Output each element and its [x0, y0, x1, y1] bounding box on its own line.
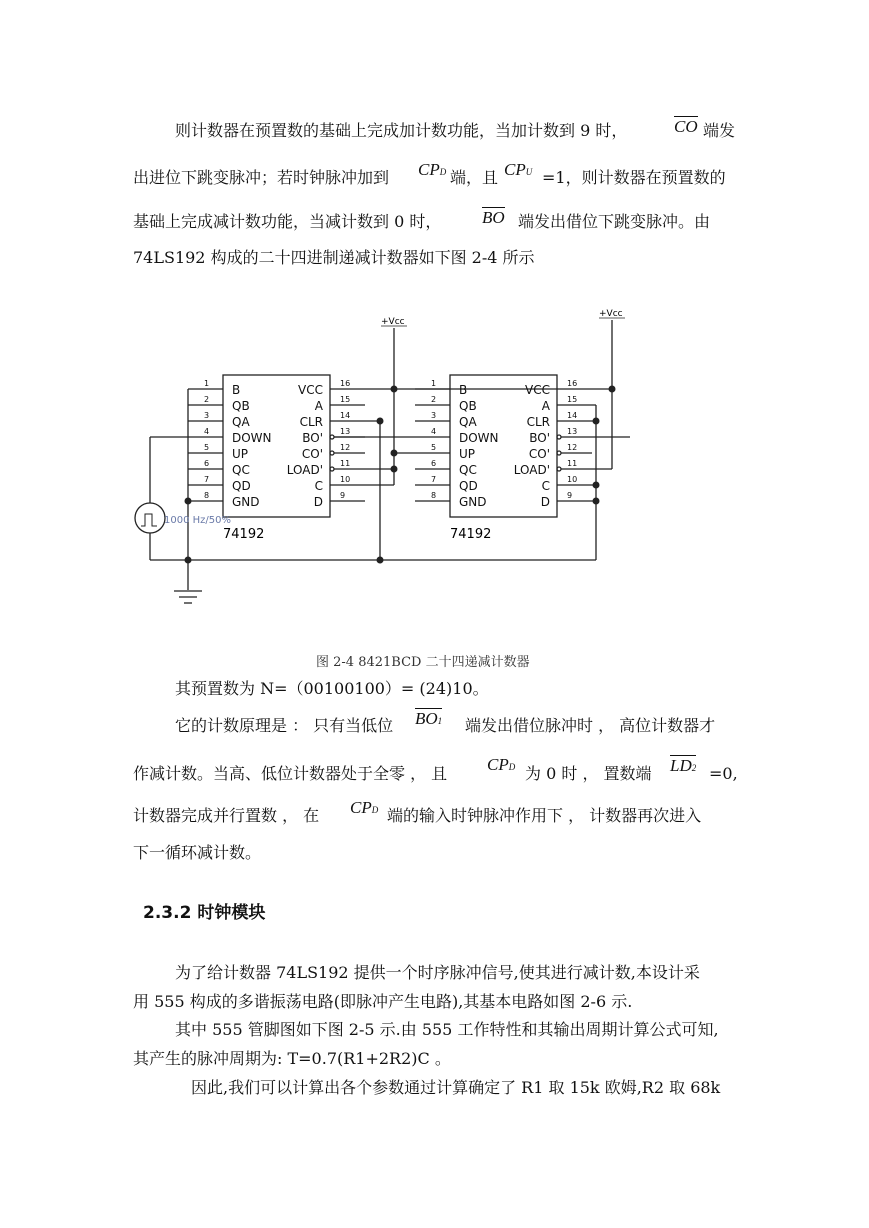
chip2-pin-up: UP: [459, 447, 476, 461]
chip1-pin-bo: BO': [302, 431, 323, 445]
chip2-num-16: 16: [567, 379, 578, 388]
chip2-num-9: 9: [567, 491, 573, 500]
bo1-symbol-sub: 1: [437, 716, 443, 726]
chip2-pin-d: D: [540, 495, 550, 509]
para2-line3a: 计数器完成并行置数 ， 在: [133, 806, 320, 825]
para1-line1-text: 则计数器在预置数的基础上完成加计数功能，当加计数到 9 时，: [175, 121, 628, 140]
chip2-num-4: 4: [431, 427, 437, 436]
chip1-pin-clr: CLR: [299, 415, 323, 429]
chip1-pin-qd: QD: [232, 479, 251, 493]
chip2-num-5: 5: [431, 443, 437, 452]
chip2-num-3: 3: [431, 411, 437, 420]
preset-line: 其预置数为 N=（00100100）= (24)10。: [175, 679, 489, 698]
chip1-num-7: 7: [204, 475, 210, 484]
chip1-pin-qb: QB: [232, 399, 250, 413]
chip2-num-11: 11: [567, 459, 578, 468]
chip2-pin-b: B: [459, 383, 468, 397]
bo1-symbol: [415, 708, 442, 729]
chip1-num-6: 6: [204, 459, 210, 468]
para3-line4: 其产生的脉冲周期为: T=0.7(R1+2R2)C 。: [133, 1049, 451, 1068]
para2-line1a: 它的计数原理是 ： 只有当低位: [175, 716, 394, 735]
chip1-num-16: 16: [340, 379, 351, 388]
chip2-name: 74192: [450, 527, 492, 542]
chip2-pin-load: LOAD': [513, 463, 550, 477]
chip1-pin-qa: QA: [232, 415, 250, 429]
chip1-pin-load: LOAD': [286, 463, 323, 477]
para1-line3b: 端发出借位下跳变脉冲。由: [518, 212, 711, 231]
clock-source-label: 1000 Hz/50%: [164, 515, 231, 526]
chip1-pin-c: C: [314, 479, 323, 493]
chip1-num-8: 8: [204, 491, 210, 500]
chip2-pin-c: C: [541, 479, 550, 493]
cpu-symbol-sub: U: [525, 167, 533, 177]
bo1-symbol-main: BO: [415, 709, 438, 728]
cpd-symbol-3-sub: D: [371, 805, 379, 815]
cpu-symbol-main: CP: [504, 160, 526, 179]
chip2-num-6: 6: [431, 459, 437, 468]
chip2-num-14: 14: [567, 411, 578, 420]
ld2-symbol: [670, 755, 696, 776]
chip1-num-3: 3: [204, 411, 210, 420]
cpd-symbol-3: [350, 798, 378, 818]
chip2-pin-a: A: [541, 399, 550, 413]
cpd-symbol-2-sub: D: [508, 762, 516, 772]
chip1-pin-qc: QC: [232, 463, 250, 477]
para3-line5: 因此,我们可以计算出各个参数通过计算确定了 R1 取 15k 欧姆,R2 取 68k: [191, 1078, 721, 1097]
para3-line1: 为了给计数器 74LS192 提供一个时序脉冲信号,使其进行减计数,本设计采: [175, 963, 700, 982]
para2-line2c: =0,: [709, 764, 738, 783]
chip2-num-13: 13: [567, 427, 578, 436]
bo-symbol: BO: [482, 208, 505, 227]
figure-caption: 图 2-4 8421BCD 二十四递减计数器: [316, 655, 530, 670]
chip1-num-2: 2: [204, 395, 210, 404]
chip1-pin-vcc: VCC: [298, 383, 323, 397]
chip2-num-7: 7: [431, 475, 437, 484]
chip2-num-15: 15: [567, 395, 578, 404]
cpd-symbol-2: [487, 755, 515, 775]
chip1-pin-down: DOWN: [232, 431, 272, 445]
chip2-num-10: 10: [567, 475, 578, 484]
vcc2-label: +Vcc: [599, 309, 623, 319]
chip2-pin-co: CO': [528, 447, 550, 461]
counter-circuit-diagram: [0, 300, 869, 630]
cpd-symbol: [418, 160, 446, 180]
chip2-pin-bo: BO': [529, 431, 550, 445]
chip2-pin-vcc: VCC: [525, 383, 550, 397]
chip2-pin-down: DOWN: [459, 431, 499, 445]
cpd-symbol-main: CP: [418, 160, 440, 179]
chip2-pin-gnd: GND: [459, 495, 487, 509]
chip2-pin-clr: CLR: [526, 415, 550, 429]
para1-line1: [175, 121, 627, 141]
para1-line1-end: 端发: [703, 121, 736, 140]
chip1-num-12: 12: [340, 443, 351, 452]
chip2-num-8: 8: [431, 491, 437, 500]
chip1-pin-a: A: [314, 399, 323, 413]
chip1-num-9: 9: [340, 491, 346, 500]
para2-line2a: 作减计数。当高、低位计数器处于全零 ， 且: [133, 764, 448, 783]
cpd-symbol-3-main: CP: [350, 798, 372, 817]
chip2-num-2: 2: [431, 395, 437, 404]
para1-line2b: 端，且: [450, 168, 499, 187]
para3-line3: 其中 555 管脚图如下图 2-5 示.由 555 工作特性和其输出周期计算公式可知,: [175, 1020, 719, 1039]
ld2-symbol-main: LD: [670, 756, 692, 775]
cpd-symbol-sub: D: [439, 167, 447, 177]
para1-line3a: 基础上完成减计数功能，当减计数到 0 时，: [133, 212, 442, 231]
para2-line4: 下一循环减计数。: [133, 843, 262, 862]
co-symbol: CO: [674, 117, 698, 136]
chip1-pin-up: UP: [232, 447, 249, 461]
chip1-num-11: 11: [340, 459, 351, 468]
chip1-pin-b: B: [232, 383, 241, 397]
para1-line2c: =1，则计数器在预置数的: [542, 168, 726, 187]
chip1-num-10: 10: [340, 475, 351, 484]
chip1-num-1: 1: [204, 379, 210, 388]
chip1-pin-d: D: [313, 495, 323, 509]
para2-line3b: 端的输入时钟脉冲作用下 ， 计数器再次进入: [387, 806, 702, 825]
chip2-pin-qb: QB: [459, 399, 477, 413]
chip1-pin-gnd: GND: [232, 495, 260, 509]
chip2-num-12: 12: [567, 443, 578, 452]
cpd-symbol-2-main: CP: [487, 755, 509, 774]
vcc1-label: +Vcc: [381, 317, 405, 327]
chip1-num-5: 5: [204, 443, 210, 452]
clock-source-icon: [135, 503, 165, 533]
chip1-num-13: 13: [340, 427, 351, 436]
chip2-num-1: 1: [431, 379, 437, 388]
para3-line2: 用 555 构成的多谐振荡电路(即脉冲产生电路),其基本电路如图 2-6 示.: [133, 992, 633, 1011]
chip1-num-14: 14: [340, 411, 351, 420]
chip1-pin-co: CO': [301, 447, 323, 461]
para1-line4: 74LS192 构成的二十四进制递减计数器如下图 2-4 所示: [133, 248, 535, 267]
chip1-num-4: 4: [204, 427, 210, 436]
para1-line2a: 出进位下跳变脉冲；若时钟脉冲加到: [133, 168, 390, 187]
section-heading: 2.3.2 时钟模块: [143, 903, 266, 923]
para2-line2b: 为 0 时 ， 置数端: [525, 764, 652, 783]
ld2-symbol-sub: 2: [691, 763, 697, 773]
chip2-pin-qc: QC: [459, 463, 477, 477]
para2-line1b: 端发出借位脉冲时 ， 高位计数器才: [465, 716, 716, 735]
chip2-pin-qd: QD: [459, 479, 478, 493]
cpu-symbol: [504, 160, 532, 180]
chip1-num-15: 15: [340, 395, 351, 404]
chip2-pin-qa: QA: [459, 415, 477, 429]
chip1-name: 74192: [223, 527, 265, 542]
